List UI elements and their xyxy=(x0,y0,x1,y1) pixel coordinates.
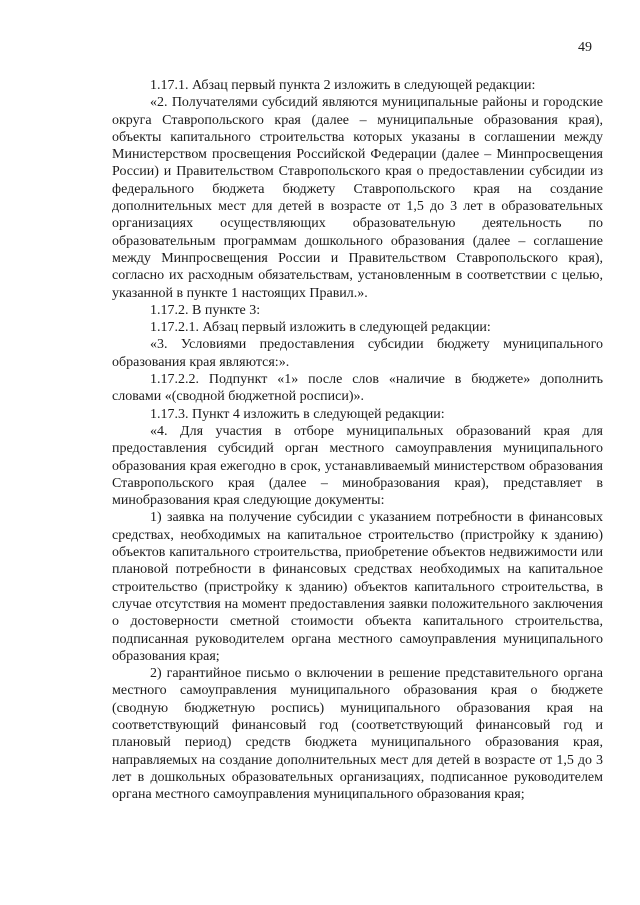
page-number: 49 xyxy=(578,40,592,55)
paragraph-1-17-2-1: 1.17.2.1. Абзац первый изложить в следующей редакции: xyxy=(150,320,491,336)
paragraph-point-2-text: «2. Получателями субсидий являются муниципальные районы и городские округа Ставропольского края (далее – муниципальные образования края), объекты капитального строительства которых указаны в соглашении между Министерством просвещения Российской Федерации (далее – Минпросвещения России) и Правительством Ставропольского края о предоставлении субсидии из федерального бюджета бюджету Ставропольского края на создание дополнительных мест для детей в возрасте от 1,5 до 3 лет в образовательных организациях осуществляющих образовательную деятельность по образовательным программам дошкольного образования (далее – соглашение между Минпросвещения России и Правительством Ставропольского края), согласно их расходным обязательствам, установленным в соответствии с целью, указанной в пункте 1 настоящих Правил.». xyxy=(112,95,603,301)
document-body xyxy=(112,77,603,803)
list-item-1: 1) заявка на получение субсидии с указанием потребности в финансовых средствах, необходимых на капитальное строительство (пристройку к зданию) объектов капитального строительства, приобретение объектов недвижимости или плановой потребности в финансовых средствах необходимых на капитальное строительство (пристройку к зданию) объектов капитального строительства, в случае отсутствия на момент предоставления заявки положительного заключения о достоверности сметной стоимости объекта капитального строительства, подписанная руководителем органа местного самоуправления муниципального образования края; xyxy=(112,510,603,664)
paragraph-1-17-1: 1.17.1. Абзац первый пункта 2 изложить в следующей редакции: xyxy=(150,78,536,93)
paragraph-1-17-2: 1.17.2. В пункте 3: xyxy=(150,302,261,318)
paragraph-1-17-3: 1.17.3. Пункт 4 изложить в следующей редакции: xyxy=(150,406,445,422)
paragraph-point-4-text: «4. Для участия в отборе муниципальных образований края для предоставления субсидий орган местного самоуправления муниципального образования края ежегодно в срок, устанавливаемый министерством образования Ставропольского края (далее – минобразования края), представляет в минобразования края следующие документы: xyxy=(112,423,603,509)
paragraph-1-17-2-2: 1.17.2.2. Подпункт «1» после слов «наличие в бюджете» дополнить словами «(сводной бюджетной росписи)». xyxy=(112,372,603,405)
paragraph-point-3-text: «3. Условиями предоставления субсидии бюджету муниципального образования края являются:». xyxy=(112,337,603,370)
list-item-2: 2) гарантийное письмо о включении в решение представительного органа местного самоуправления муниципального образования края о бюджете (сводную бюджетную роспись) муниципального образования края на соответствующий финансовый год (соответствующий финансовый год и плановый период) средств бюджета муниципального образования края, направляемых на создание дополнительных мест для детей в возрасте от 1,5 до 3 лет в дошкольных образовательных организациях, подписанное руководителем органа местного самоуправления муниципального образования края; xyxy=(112,666,603,803)
